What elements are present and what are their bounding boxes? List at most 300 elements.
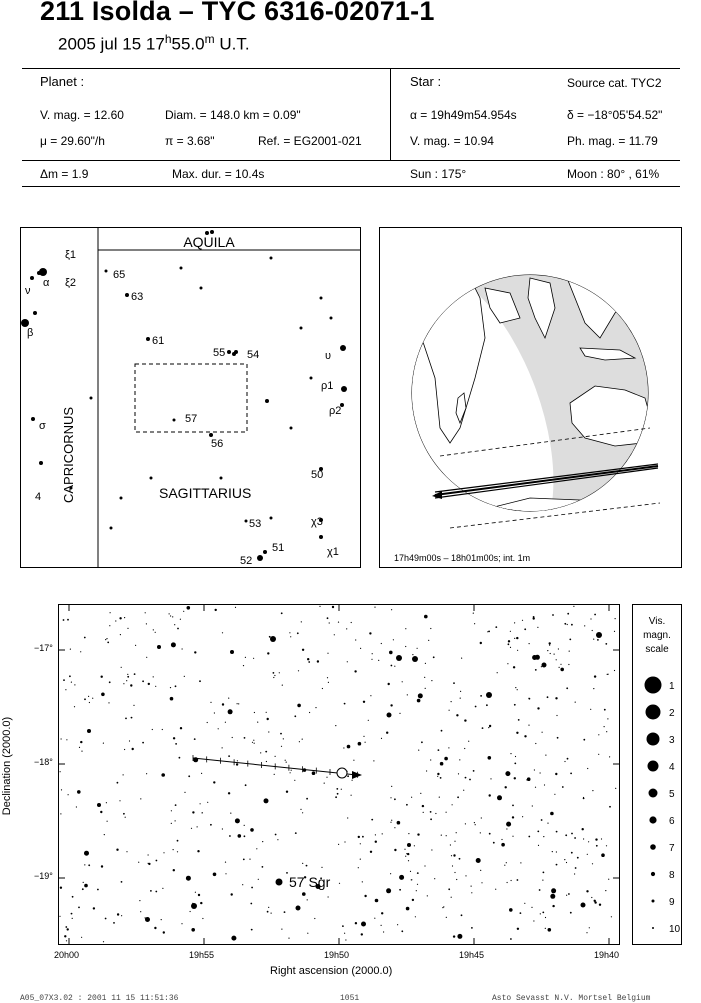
background-star bbox=[153, 676, 154, 677]
background-star bbox=[541, 666, 542, 667]
page-title: 211 Isolda – TYC 6316-02071-1 bbox=[40, 0, 435, 26]
background-star bbox=[524, 628, 526, 630]
background-star bbox=[381, 925, 382, 926]
background-star bbox=[517, 650, 518, 651]
background-star bbox=[326, 777, 327, 778]
background-star bbox=[505, 771, 510, 776]
background-star bbox=[441, 835, 442, 836]
background-star bbox=[228, 698, 229, 699]
background-star bbox=[126, 680, 127, 681]
background-star bbox=[197, 826, 198, 827]
finder-star bbox=[320, 297, 323, 300]
background-star bbox=[207, 802, 208, 803]
background-star bbox=[422, 805, 424, 807]
background-star bbox=[237, 703, 238, 704]
background-star bbox=[302, 812, 303, 813]
background-star bbox=[375, 834, 376, 835]
background-star bbox=[290, 636, 291, 637]
table-mid-rule bbox=[22, 160, 680, 161]
background-star bbox=[175, 804, 177, 806]
star-ra: α = 19h49m54.954s bbox=[410, 108, 517, 122]
background-star bbox=[132, 748, 134, 750]
background-star bbox=[460, 691, 461, 692]
background-star bbox=[317, 660, 319, 662]
scale-svg bbox=[633, 665, 681, 945]
background-star bbox=[473, 770, 475, 772]
background-star bbox=[534, 769, 535, 770]
background-star bbox=[74, 684, 75, 685]
background-star bbox=[294, 715, 296, 717]
background-star bbox=[337, 793, 339, 795]
background-star bbox=[347, 745, 351, 749]
background-star bbox=[550, 894, 555, 899]
background-star bbox=[512, 805, 514, 807]
background-star bbox=[592, 790, 593, 791]
background-star bbox=[134, 673, 136, 675]
background-star bbox=[335, 725, 336, 726]
y-axis-label: Declination (2000.0) bbox=[1, 716, 13, 816]
background-star bbox=[69, 675, 71, 677]
background-star bbox=[328, 896, 329, 897]
background-star bbox=[517, 928, 519, 930]
background-star bbox=[555, 697, 557, 699]
background-star bbox=[381, 643, 382, 644]
background-star bbox=[551, 888, 556, 893]
finder-chart bbox=[20, 227, 361, 568]
background-star bbox=[541, 819, 543, 821]
finder-star bbox=[105, 270, 108, 273]
background-star bbox=[344, 933, 345, 934]
background-star bbox=[215, 609, 217, 611]
finder-star-label: 57 bbox=[185, 413, 198, 425]
background-star bbox=[524, 735, 526, 737]
background-star bbox=[197, 850, 199, 852]
background-star bbox=[416, 890, 417, 891]
background-star bbox=[251, 929, 253, 931]
background-star bbox=[406, 804, 408, 806]
star-phmag: Ph. mag. = 11.79 bbox=[567, 134, 658, 148]
background-star bbox=[71, 682, 72, 683]
background-star bbox=[275, 834, 277, 836]
background-star bbox=[454, 872, 455, 873]
background-star bbox=[598, 754, 599, 755]
background-star bbox=[461, 658, 462, 659]
background-star bbox=[535, 787, 536, 788]
background-star bbox=[238, 834, 242, 838]
background-star bbox=[182, 648, 183, 649]
background-star bbox=[364, 895, 366, 897]
background-star bbox=[130, 684, 132, 686]
background-star bbox=[571, 852, 573, 854]
background-star bbox=[609, 806, 611, 808]
background-star bbox=[362, 881, 363, 882]
background-star bbox=[475, 824, 476, 825]
scale-dot bbox=[647, 733, 660, 746]
background-star bbox=[481, 882, 482, 883]
background-star bbox=[71, 913, 73, 915]
background-star bbox=[528, 836, 530, 838]
background-star bbox=[520, 912, 522, 914]
background-star bbox=[490, 778, 491, 779]
background-star bbox=[183, 611, 184, 612]
moon-info: Moon : 80° , 61% bbox=[567, 167, 660, 181]
background-star bbox=[417, 884, 418, 885]
background-star bbox=[161, 919, 162, 920]
background-star bbox=[583, 798, 585, 800]
finder-star-label: 50 bbox=[311, 469, 324, 481]
background-star bbox=[343, 747, 344, 748]
background-star bbox=[306, 798, 308, 800]
background-star bbox=[80, 651, 81, 652]
background-star bbox=[552, 905, 554, 907]
background-star bbox=[487, 631, 488, 632]
background-star bbox=[515, 687, 516, 688]
background-star bbox=[93, 907, 95, 909]
background-star bbox=[545, 755, 546, 756]
background-star bbox=[453, 935, 455, 937]
background-star bbox=[482, 727, 484, 729]
background-star bbox=[361, 933, 363, 935]
background-star bbox=[170, 697, 174, 701]
background-star bbox=[550, 812, 554, 816]
background-star bbox=[120, 634, 121, 635]
background-star bbox=[283, 738, 284, 739]
background-star bbox=[388, 683, 390, 685]
background-star bbox=[264, 798, 269, 803]
background-star bbox=[273, 672, 275, 674]
background-star bbox=[329, 622, 330, 623]
x-tick-20h00: 20h00 bbox=[54, 950, 80, 960]
background-star bbox=[288, 938, 289, 939]
background-star bbox=[155, 891, 157, 893]
background-star bbox=[81, 937, 82, 938]
background-star bbox=[513, 666, 515, 668]
background-star bbox=[459, 858, 461, 860]
bright-star bbox=[407, 843, 411, 847]
background-star bbox=[88, 696, 89, 697]
background-star bbox=[274, 774, 275, 775]
finder-star bbox=[120, 497, 123, 500]
background-star bbox=[84, 698, 86, 700]
scale-dot bbox=[652, 900, 655, 903]
bright-star bbox=[387, 713, 392, 718]
background-star bbox=[606, 845, 607, 846]
finder-star-label: 53 bbox=[249, 518, 262, 530]
background-star bbox=[214, 712, 215, 713]
background-star bbox=[72, 896, 74, 898]
background-star bbox=[615, 618, 616, 619]
globe-svg bbox=[380, 228, 681, 567]
background-star bbox=[554, 794, 555, 795]
background-star bbox=[511, 880, 512, 881]
background-star bbox=[542, 880, 543, 881]
background-star bbox=[389, 651, 393, 655]
background-star bbox=[448, 888, 450, 890]
background-star bbox=[274, 675, 275, 676]
background-star bbox=[127, 676, 129, 678]
finder-star bbox=[340, 345, 346, 351]
background-star bbox=[571, 624, 573, 626]
background-star bbox=[156, 860, 158, 862]
background-star bbox=[448, 747, 449, 748]
scale-dot bbox=[648, 761, 659, 772]
scale-mag-label: 8 bbox=[669, 870, 675, 881]
background-star bbox=[210, 824, 212, 826]
background-star bbox=[535, 669, 537, 671]
background-star bbox=[393, 639, 394, 640]
scale-dot bbox=[649, 789, 658, 798]
background-star bbox=[207, 722, 208, 723]
background-star bbox=[583, 739, 585, 741]
background-star bbox=[529, 643, 530, 644]
background-star bbox=[123, 813, 125, 815]
bright-star bbox=[296, 906, 301, 911]
background-star bbox=[421, 741, 423, 743]
background-star bbox=[440, 777, 442, 779]
background-star bbox=[418, 693, 423, 698]
background-star bbox=[465, 875, 466, 876]
background-star bbox=[452, 865, 453, 866]
background-star bbox=[228, 792, 230, 794]
background-star bbox=[202, 918, 203, 919]
background-star bbox=[582, 828, 584, 830]
globe-panel bbox=[379, 227, 682, 568]
background-star bbox=[489, 725, 491, 727]
background-star bbox=[273, 677, 274, 678]
background-star bbox=[522, 816, 523, 817]
background-star bbox=[474, 623, 475, 624]
background-star bbox=[76, 806, 77, 807]
background-star bbox=[121, 915, 122, 916]
background-star bbox=[254, 712, 255, 713]
background-star bbox=[450, 844, 451, 845]
background-star bbox=[78, 907, 80, 909]
background-star bbox=[210, 702, 211, 703]
background-star bbox=[495, 889, 496, 890]
background-star bbox=[394, 798, 396, 800]
sun-elong: Sun : 175° bbox=[410, 167, 467, 181]
background-star bbox=[593, 639, 594, 640]
background-star bbox=[243, 665, 244, 666]
background-star bbox=[598, 734, 599, 735]
background-star bbox=[327, 677, 328, 678]
background-star bbox=[66, 940, 67, 941]
background-star bbox=[184, 676, 185, 677]
background-star bbox=[406, 907, 410, 911]
background-star bbox=[424, 615, 428, 619]
background-star bbox=[154, 927, 156, 929]
background-star bbox=[453, 682, 455, 684]
background-star bbox=[244, 737, 246, 739]
background-star bbox=[368, 720, 369, 721]
background-star bbox=[110, 612, 111, 613]
background-star bbox=[371, 819, 373, 821]
background-star bbox=[169, 613, 170, 614]
bright-star bbox=[486, 692, 492, 698]
background-star bbox=[171, 823, 172, 824]
background-star bbox=[509, 908, 513, 912]
background-star bbox=[370, 851, 372, 853]
background-star bbox=[506, 822, 511, 827]
background-star bbox=[418, 750, 419, 751]
background-star bbox=[577, 857, 579, 859]
background-star bbox=[354, 670, 356, 672]
background-star bbox=[117, 913, 119, 915]
background-star bbox=[399, 713, 400, 714]
bright-star bbox=[581, 903, 586, 908]
background-star bbox=[312, 771, 316, 775]
background-star bbox=[595, 838, 597, 840]
background-star bbox=[180, 727, 182, 729]
background-star bbox=[586, 932, 587, 933]
finder-star bbox=[330, 317, 333, 320]
finder-chart-svg bbox=[21, 228, 360, 567]
background-star bbox=[555, 773, 557, 775]
background-star bbox=[461, 914, 463, 916]
background-star bbox=[271, 913, 272, 914]
background-star bbox=[126, 851, 127, 852]
background-star bbox=[510, 647, 511, 648]
background-star bbox=[430, 811, 432, 813]
background-star bbox=[372, 653, 373, 654]
background-star bbox=[439, 797, 440, 798]
background-star bbox=[336, 788, 338, 790]
background-star bbox=[473, 613, 474, 614]
background-star bbox=[568, 664, 569, 665]
background-star bbox=[170, 615, 171, 616]
background-star bbox=[446, 835, 447, 836]
background-star bbox=[61, 789, 62, 790]
background-star bbox=[295, 832, 297, 834]
background-star bbox=[471, 892, 472, 893]
background-star bbox=[236, 763, 238, 765]
background-star bbox=[105, 639, 106, 640]
background-star bbox=[480, 870, 481, 871]
background-star bbox=[378, 660, 379, 661]
background-star bbox=[107, 642, 109, 644]
background-star bbox=[277, 839, 278, 840]
background-star bbox=[514, 704, 516, 706]
background-star bbox=[231, 893, 233, 895]
y-tick-17: −17° bbox=[34, 643, 53, 653]
background-star bbox=[148, 854, 149, 855]
background-star bbox=[121, 667, 122, 668]
background-star bbox=[575, 702, 576, 703]
planet-diam: Diam. = 148.0 km = 0.09" bbox=[165, 108, 301, 122]
background-star bbox=[558, 648, 559, 649]
background-star bbox=[434, 878, 435, 879]
background-star bbox=[232, 737, 233, 738]
background-star bbox=[594, 900, 596, 902]
background-star bbox=[605, 643, 607, 645]
finder-star-label: β bbox=[27, 327, 34, 339]
background-star bbox=[307, 899, 308, 900]
event-datetime: 2005 jul 15 17$^h$55.0$^m$ U.T. bbox=[58, 32, 250, 54]
background-star bbox=[381, 738, 382, 739]
background-star bbox=[360, 648, 361, 649]
background-star bbox=[531, 907, 532, 908]
background-star bbox=[375, 899, 379, 903]
background-star bbox=[547, 650, 548, 651]
finder-star bbox=[341, 386, 347, 392]
background-star bbox=[153, 629, 154, 630]
background-star bbox=[222, 747, 223, 748]
finder-star-label: α bbox=[43, 277, 50, 289]
background-star bbox=[408, 860, 409, 861]
max-duration: Max. dur. = 10.4s bbox=[172, 167, 265, 181]
background-star bbox=[554, 654, 555, 655]
star-heading: Star : bbox=[410, 74, 442, 89]
background-star bbox=[173, 737, 175, 739]
background-star bbox=[235, 607, 236, 608]
background-star bbox=[556, 831, 558, 833]
background-star bbox=[267, 652, 269, 654]
background-star bbox=[547, 823, 548, 824]
finder-star-label: 61 bbox=[152, 335, 165, 347]
background-star bbox=[225, 722, 226, 723]
background-star bbox=[344, 841, 345, 842]
background-star bbox=[488, 631, 490, 633]
background-star bbox=[604, 709, 606, 711]
detail-chart bbox=[58, 604, 620, 945]
background-star bbox=[177, 628, 179, 630]
background-star bbox=[84, 637, 86, 639]
background-star bbox=[594, 675, 596, 677]
background-star bbox=[145, 917, 150, 922]
const-sagittarius: SAGITTARIUS bbox=[159, 485, 252, 501]
background-star bbox=[414, 845, 415, 846]
background-star bbox=[300, 809, 301, 810]
scale-mag-label: 7 bbox=[669, 843, 675, 854]
background-star bbox=[510, 631, 511, 632]
background-star bbox=[597, 639, 599, 641]
background-star bbox=[175, 743, 177, 745]
background-star bbox=[524, 903, 525, 904]
background-star bbox=[557, 737, 559, 739]
background-star bbox=[222, 632, 223, 633]
background-star bbox=[369, 632, 371, 634]
background-star bbox=[552, 614, 554, 616]
background-star bbox=[228, 709, 233, 714]
background-star bbox=[129, 740, 130, 741]
background-star bbox=[106, 802, 107, 803]
background-star bbox=[374, 918, 375, 919]
background-star bbox=[155, 686, 156, 687]
background-star bbox=[584, 625, 585, 626]
background-star bbox=[465, 823, 466, 824]
finder-star bbox=[319, 535, 323, 539]
background-star bbox=[342, 925, 344, 927]
background-star bbox=[173, 869, 175, 871]
background-star bbox=[451, 897, 452, 898]
background-star bbox=[260, 752, 261, 753]
background-star bbox=[65, 689, 66, 690]
background-star bbox=[109, 625, 110, 626]
background-star bbox=[614, 631, 615, 632]
background-star bbox=[381, 912, 383, 914]
background-star bbox=[570, 773, 572, 775]
background-star bbox=[155, 632, 156, 633]
background-star bbox=[408, 833, 409, 834]
background-star bbox=[268, 907, 269, 908]
background-star bbox=[601, 838, 602, 839]
bright-star bbox=[270, 636, 276, 642]
scale-mag-label: 6 bbox=[669, 816, 675, 827]
y-tick-18: −18° bbox=[34, 757, 53, 767]
background-star bbox=[593, 688, 594, 689]
finder-star bbox=[234, 350, 238, 354]
background-star bbox=[609, 756, 610, 757]
